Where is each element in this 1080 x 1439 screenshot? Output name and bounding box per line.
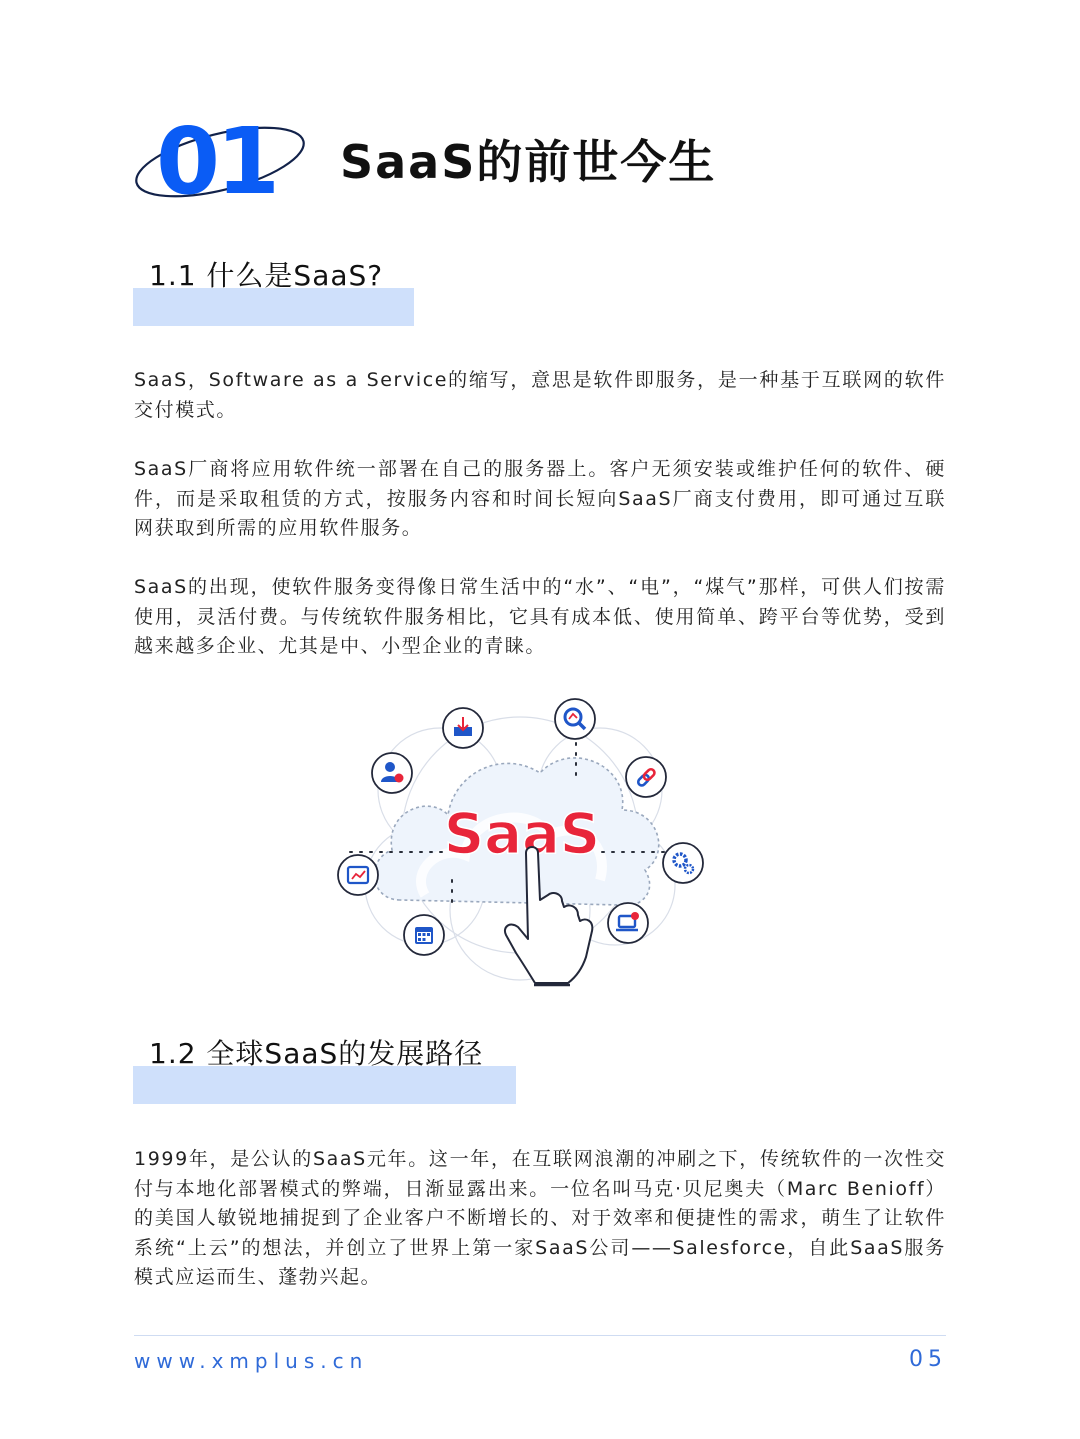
chapter-number: 01 — [156, 108, 277, 215]
chart-window-icon — [338, 855, 378, 895]
paragraph-saas-advantages: SaaS的出现，使软件服务变得像日常生活中的“水”、“电”，“煤气”那样，可供人们按需使用，灵活付费。与传统软件服务相比，它具有成本低、使用简单、跨平台等优势，受到越来越多企业、尤其是中、小型企业的青睐。 — [134, 576, 946, 657]
saas-cloud-illustration — [330, 695, 710, 995]
link-icon — [626, 757, 666, 797]
laptop-icon — [608, 903, 648, 943]
paragraph-saas-definition: SaaS，Software as a Service的缩写，意思是软件即服务，是一种基于互联网的软件交付模式。 — [134, 369, 946, 421]
section-heading-1-1 — [133, 256, 414, 326]
saas-label: SaaS — [443, 802, 601, 867]
user-icon — [372, 753, 412, 793]
calendar-icon — [404, 915, 444, 955]
footer-divider — [134, 1335, 946, 1336]
chapter-title: SaaS的前世今生 — [340, 135, 717, 189]
download-icon — [443, 708, 483, 748]
settings-icon — [663, 843, 703, 883]
footer-website-url: www.xmplus.cn — [134, 1349, 369, 1373]
section-title: 1.1 什么是SaaS? — [149, 259, 384, 292]
chapter-header — [134, 108, 834, 215]
page-number: 05 — [909, 1347, 947, 1372]
search-analytics-icon — [555, 699, 595, 739]
section-title: 1.2 全球SaaS的发展路径 — [149, 1037, 484, 1070]
paragraph-saas-deployment: SaaS厂商将应用软件统一部署在自己的服务器上。客户无须安装或维护任何的软件、硬件，而是采取租赁的方式，按服务内容和时间长短向SaaS厂商支付费用，即可通过互联网获取到所需的应用软件服务。 — [134, 458, 946, 539]
paragraph-saas-history: 1999年，是公认的SaaS元年。这一年，在互联网浪潮的冲刷之下，传统软件的一次性交付与本地化部署模式的弊端，日渐显露出来。一位名叫马克·贝尼奥夫（Marc Benioff）的美国人敏锐地捕捉到了企业客户不断增长的、对于效率和便捷性的需求，萌生了让软件系统“上云”的想法，并创立了世界上第一家SaaS公司——Salesforce，自此SaaS服务模式应运而生、蓬勃兴起。 — [134, 1148, 946, 1288]
section-heading-1-2 — [133, 1034, 516, 1104]
